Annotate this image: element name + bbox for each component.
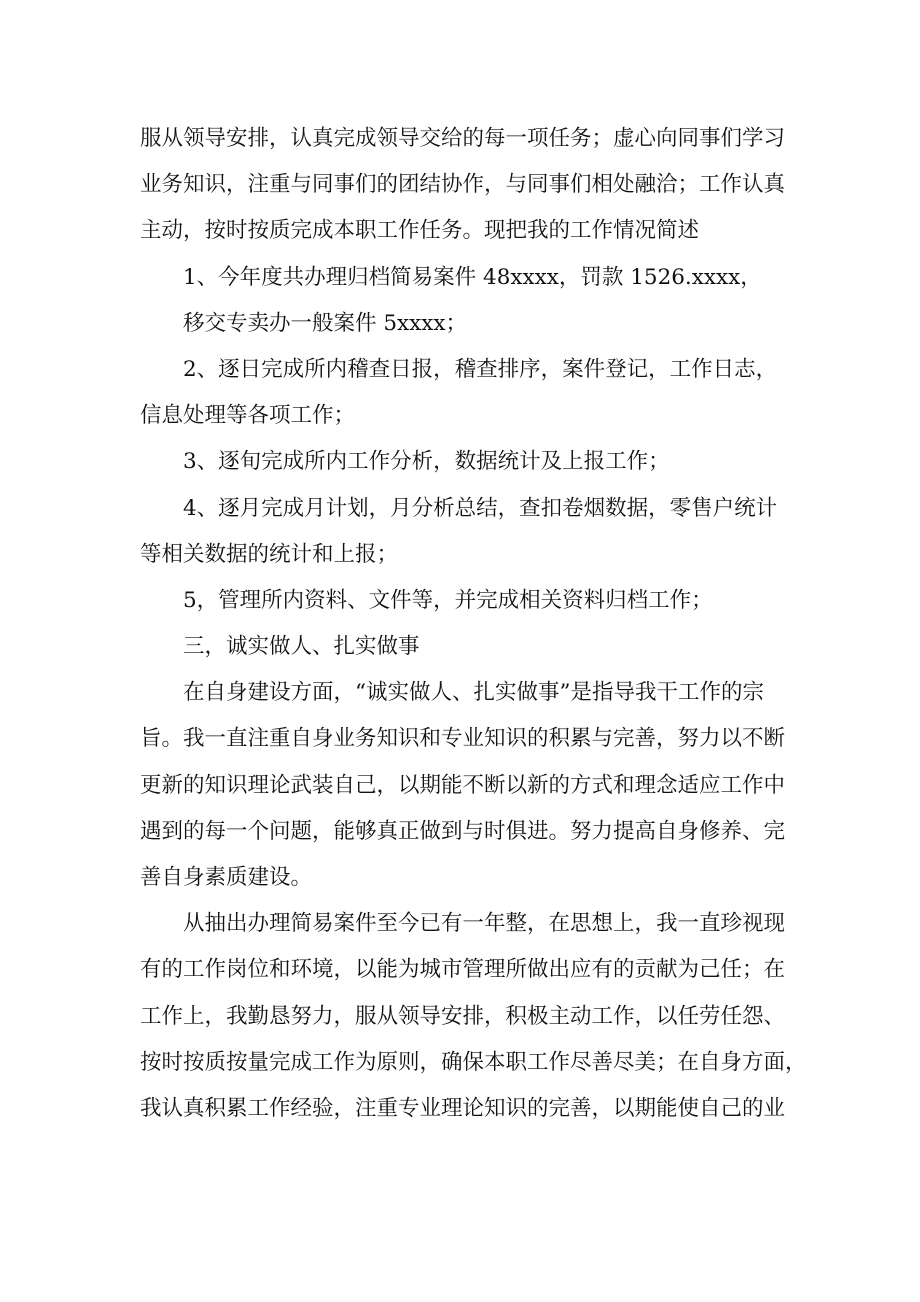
text-line: 服从领导安排，认真完成领导交给的每一项任务；虚心向同事们学习	[140, 126, 786, 151]
paragraph-line: 从抽出办理简易案件至今已有一年整，在思想上，我一直珍视现	[183, 911, 786, 937]
list-item-5-line: 5，管理所内资料、文件等，并完成相关资料归档工作；	[183, 587, 713, 613]
paragraph-line: 按时按质按量完成工作为原则，确保本职工作尽善尽美；在自身方面，	[140, 1049, 807, 1075]
list-item-1-continued: 移交专卖办一般案件 5xxxx；	[183, 310, 468, 336]
list-item-2-line: 2、逐日完成所内稽查日报，稽查排序，案件登记，工作日志，	[183, 356, 778, 382]
paragraph-line: 工作上，我勤恳努力，服从领导安排，积极主动工作，以任劳任怨、	[140, 1003, 786, 1029]
paragraph-line: 更新的知识理论武装自己，以期能不断以新的方式和理念适应工作中	[140, 772, 786, 798]
list-item-4-continued: 等相关数据的统计和上报；	[140, 541, 399, 567]
list-item-3-line: 3、逐旬完成所内工作分析，数据统计及上报工作；	[183, 449, 670, 475]
list-item-4-line: 4、逐月完成月计划，月分析总结，查扣卷烟数据，零售户统计	[183, 495, 778, 521]
list-item-2-continued: 信息处理等各项工作；	[140, 403, 356, 429]
paragraph-line: 善自身素质建设。	[140, 865, 313, 890]
paragraph-line: 遇到的每一个问题，能够真正做到与时俱进。努力提高自身修养、完	[140, 818, 786, 844]
section-heading: 三，诚实做人、扎实做事	[183, 634, 420, 660]
paragraph-line: 旨。我一直注重自身业务知识和专业知识的积累与完善，努力以不断	[140, 726, 786, 752]
paragraph-line: 有的工作岗位和环境，以能为城市管理所做出应有的贡献为己任；在	[140, 957, 786, 983]
paragraph-line: 在自身建设方面，“诚实做人、扎实做事”是指导我干工作的宗	[183, 680, 764, 706]
text-line: 主动，按时按质完成本职工作任务。现把我的工作情况简述	[140, 218, 700, 244]
list-item-1-line: 1、今年度共办理归档简易案件 48xxxx，罚款 1526.xxxx，	[183, 264, 762, 290]
text-line: 业务知识，注重与同事们的团结协作，与同事们相处融洽；工作认真	[140, 172, 786, 198]
paragraph-line: 我认真积累工作经验，注重专业理论知识的完善，以期能使自己的业	[140, 1095, 786, 1121]
document-body	[140, 116, 807, 1132]
